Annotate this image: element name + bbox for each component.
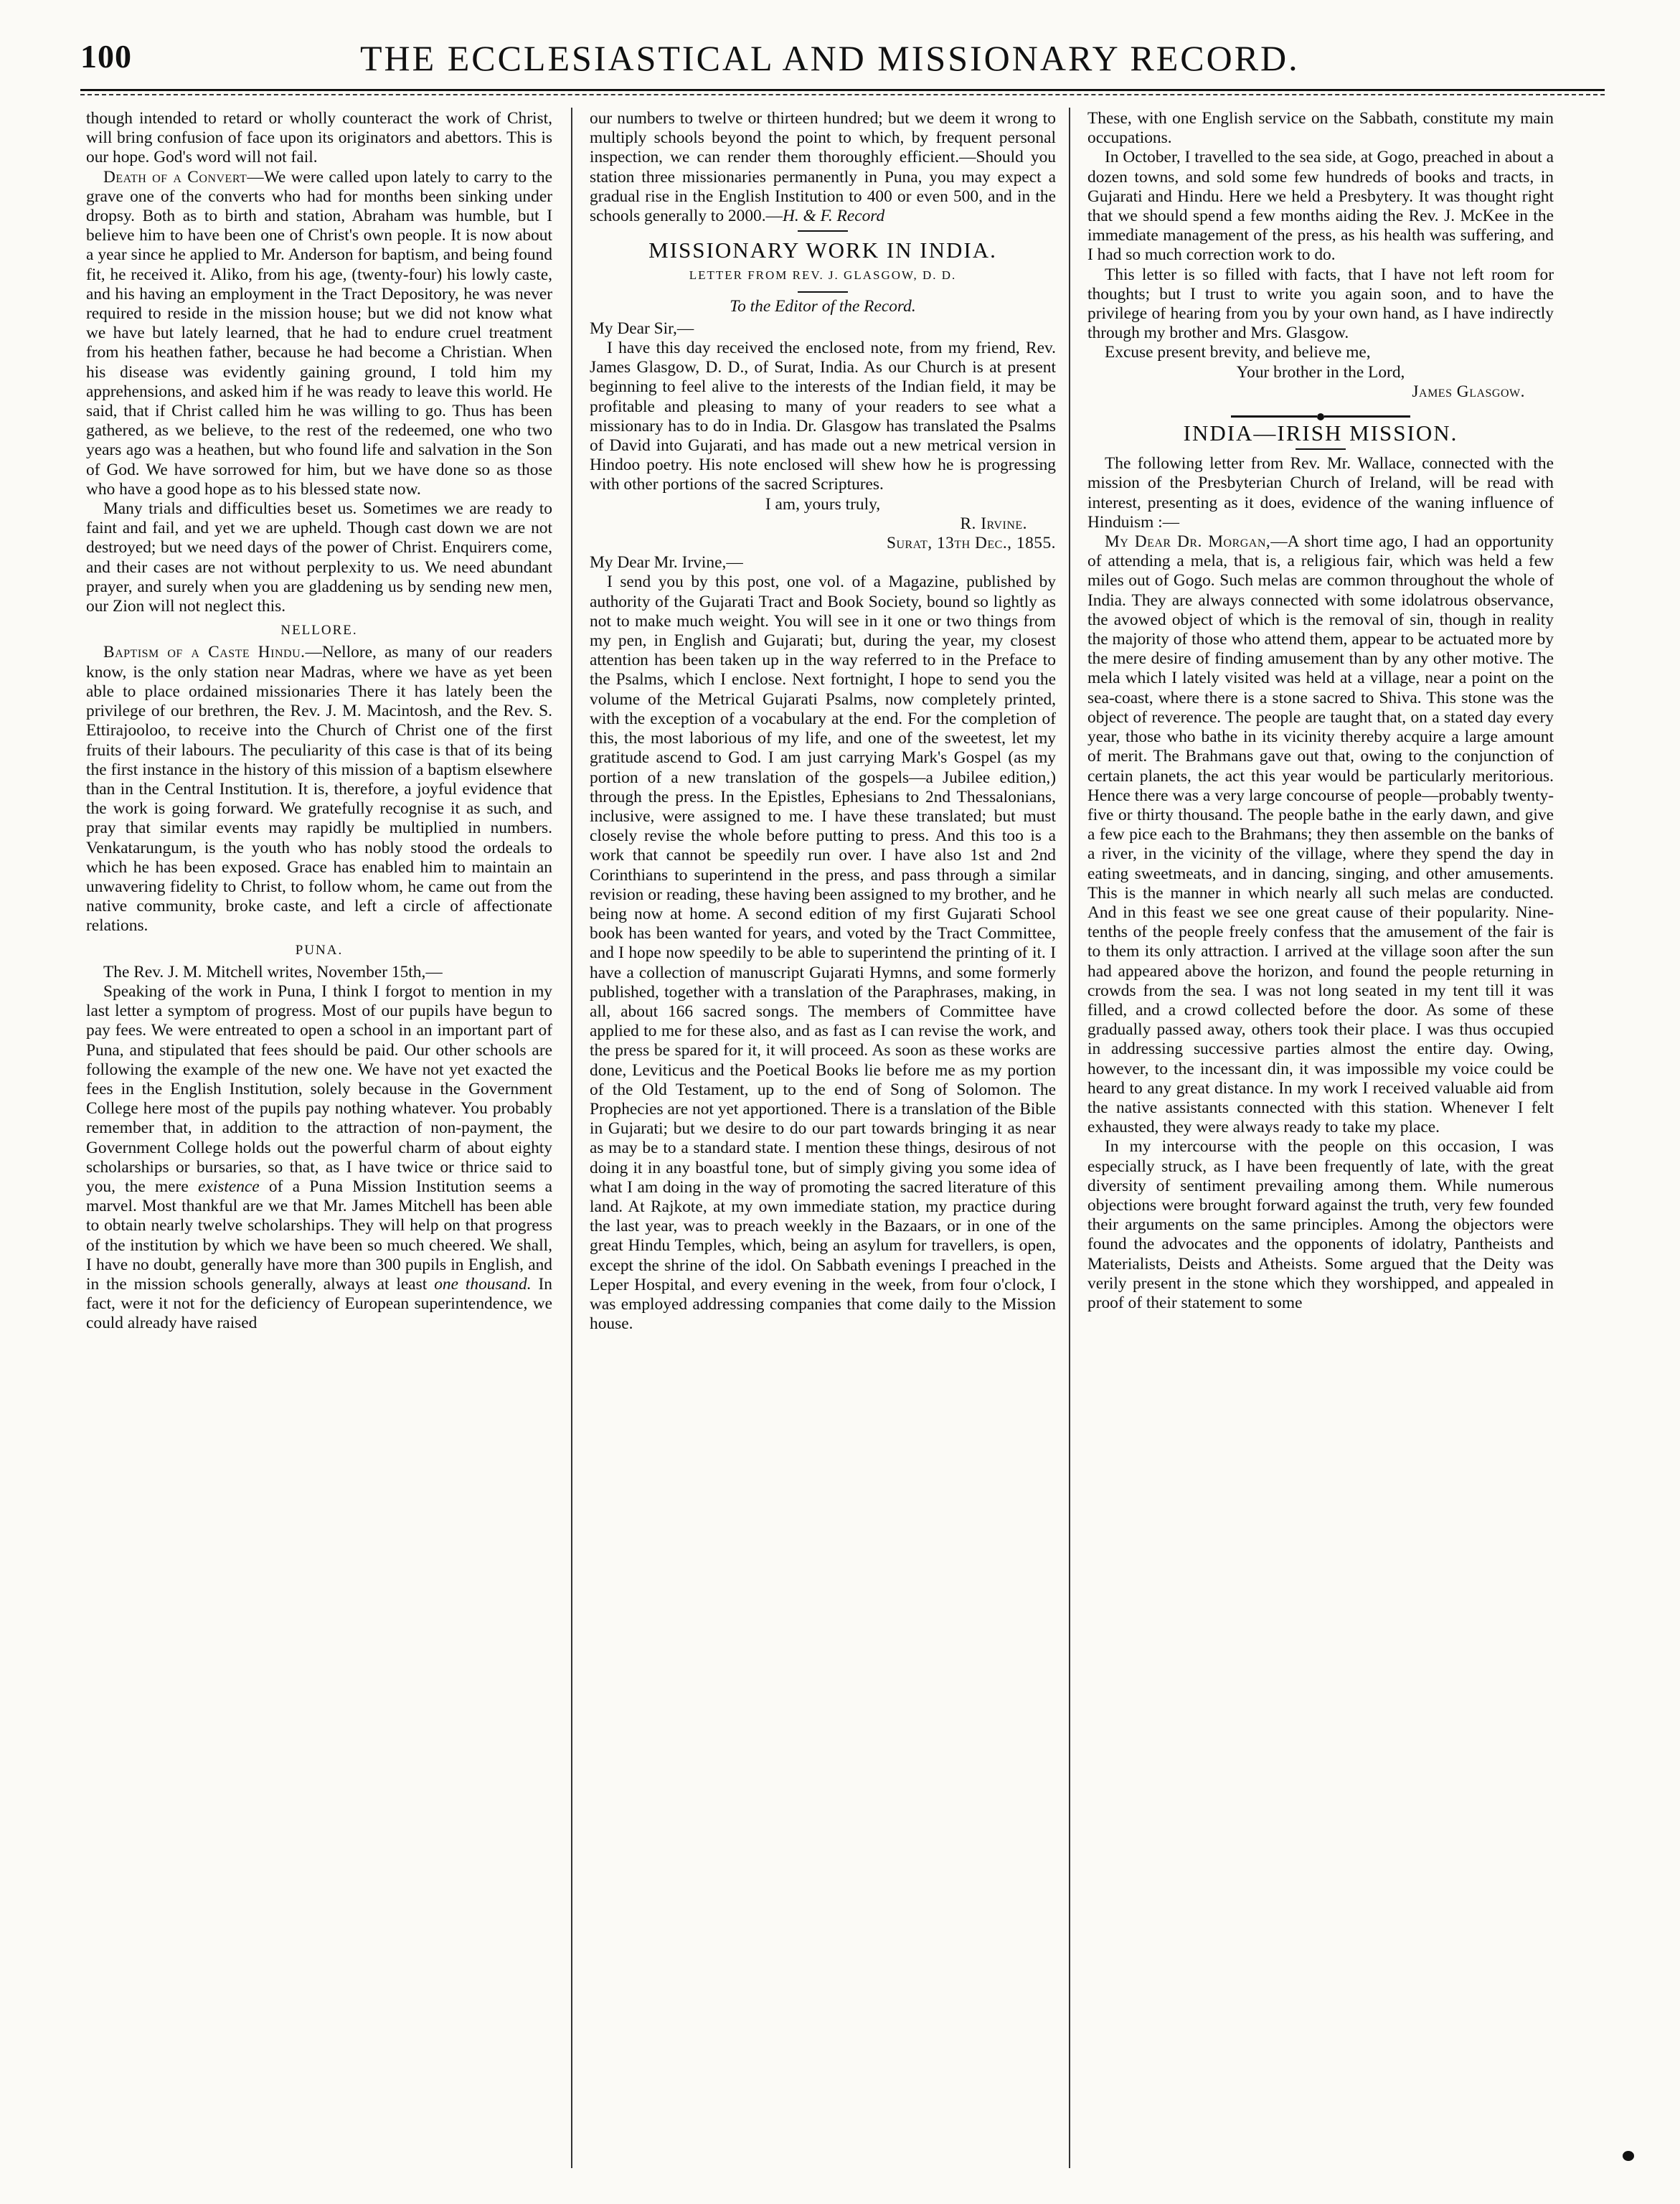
header-rule-dashed — [80, 94, 1605, 95]
paragraph-text: —A short time ago, I had an opportunity of attending a mela, that is, a religious fair, which was held a few miles out of Gogo. Such melas are common throughout the whole of India. They are always connected with some idolatrous observance, the avowed object of which is the removal of sin, though in reality the majority of those who attend them, appear to be actuated more by the mere desire of finding amusement than by any other motive. The mela which I lately visited was held at a village, near a point on the sea-coast, where there is a stone sacred to Shiva. This stone was the object of reverence. The people are taught that, on a stated day every year, those who bathe in its vicinity thereby acquire a large amount of merit. The Brahmans gave out that, owing to the conjunction of certain planets, the act this year would be particularly meritorious. Hence there was a very large concourse of people—probably twenty-five or thirty thousand. The people bathe in the early dawn, and give a few pice each to the Brahmans; they then assemble on the banks of a river, in the vicinity of the village, where they spend the day in eating sweetmeats, and in dancing, singing, and other amusements. This is the manner in which nearly all such melas are conducted. And in this feast we see one great cause of their popularity. Nine-tenths of the people freely confess that the amusement of the fair is to them its only attraction. I arrived at the village soon after the sun had appeared above the horizon, and found the people returning in crowds from the sea. I was not long seated in my tent till it was filled, and a crowd collected before the door. As some of these gradually passed away, others took their place. I was thus occupied in addressing successive parties almost the entire day. Owing, however, to the incessant din, it was impossible my voice could be heard to any great distance. In my work I received valuable aid from the native assistants connected with this station. Whenever I felt exhausted, they were always ready to take my place. — [1087, 532, 1554, 1137]
divider — [798, 230, 848, 232]
column-2 — [590, 109, 1056, 2168]
column-divider — [1069, 108, 1070, 2168]
page-number: 100 — [80, 38, 132, 75]
column-divider — [571, 108, 572, 2168]
paragraph — [86, 643, 552, 936]
column-1 — [86, 109, 552, 2168]
section-label: Death of a Convert — [103, 167, 247, 187]
paragraph: I have this day received the enclosed note, from my friend, Rev. James Glasgow, D. D., of Surat, India. As our Church is at present beginning to feel alive to the interests of the Indian field, it may be profitable and pleasing to many of your readers to see what a missionary has to do in India. Dr. Glasgow has translated the Psalms of David into Gujarati, and has made out a new metrical version in Hindoo poetry. His note enclosed will shew how he is progressing with other portions of the sacred Scriptures. — [590, 339, 1056, 494]
divider — [798, 291, 848, 293]
paragraph: though intended to retard or wholly counteract the work of Christ, will bring confusion of face upon its originators and abettors. This is our hope. God's word will not fail. — [86, 109, 552, 167]
salutation: My Dear Mr. Irvine,— — [590, 553, 743, 573]
salutation: My Dear Sir,— — [590, 319, 694, 338]
paragraph — [86, 168, 552, 499]
emphasis: existence — [197, 1177, 260, 1196]
paragraph-text: our numbers to twelve or thirteen hundred; but we deem it wrong to multiply schools beyond the point to which, by frequent personal inspection, we can render them thoroughly efficient.—Should you station three missionaries permanently in Puna, you may expect a gradual rise in the English Institution to 400 or even 500, and in the schools generally to 2000.— — [590, 109, 1056, 226]
paragraph-text: Speaking of the work in Puna, I think I forgot to mention in my last letter a symptom of progress. Most of our pupils have begun to pay fees. We were entreated to open a school in an important part of Puna, and stipulated that fees should be paid. Our other schools are following the example of the new one. We have not yet exacted the fees in the English Institution, solely because in the Government College here most of the pupils pay nothing whatever. You probably remember that, in addition to the attraction of non-payment, the Government College holds out the powerful charm of about eighty scholarships or bursaries, so that, as I have twice or thrice said to you, the mere — [86, 981, 552, 1196]
paragraph — [590, 109, 1056, 226]
dateline: Surat, 13th Dec., 1855. — [886, 534, 1056, 553]
source-citation: H. & F. Record — [782, 207, 885, 226]
paragraph: I send you by this post, one vol. of a Magazine, published by authority of the Gujarati Tract and Book Society, bound so lightly as not to make much weight. You will see in it one or two things from my pen, in English and Gujarati; but, during the year, my closest attention has been taken up in the way referred to in the Preface to the Psalms, which I enclose. Next fortnight, I hope to send you the volume of the Metrical Gujarati Psalms, now completely printed, with the exception of a vocabulary at the end. For the completion of this, the most laborious of my life, and one of the sweetest, let my gratitude ascend to God. I am just carrying Mark's Gospel (as my portion of a new translation of the gospels—a Jubilee edition,) through the press. In the Epistles, Ephesians to 2nd Thessalonians, inclusive, were assigned to me. I have these translated; but must closely revise the whole before putting to press. And this too is a work that cannot be speedily run over. I have also 1st and 2nd Corinthians to superintend in the press, and pass through a similar revision or reading, these having been assigned to my brother, and he being now at home. A second edition of my first Gujarati School book has been wanted for years, and voted by the Tract Committee, and I hope now speedily to be able to superintend the printing of it. I have a collection of manuscript Gujarati Hymns, and some formerly published, together with a translation of the Paraphrases, making, in all, about 166 sacred songs. The members of Committee have applied to me for these also, and as fast as I can revise the work, and the press be spared for it, it will proceed. As soon as these works are done, Leviticus and the Poetical Books lie before me as my portion of the Old Testament, up to the end of Song of Solomon. The Prophecies are not yet apportioned. There is a translation of the Bible in Gujarati; but we desire to do our part towards bringing it as near as may be to a standard state. I mention these things, desirous of not doing it in any boastful tone, but of simply giving you some idea of what I am doing in the way of promoting the sacred literature of this land. At Rajkote, at my own immediate station, my practice during the last year, was to preach weekly in the Bazaars, or in one of the great Hindu Temples, which, being an asylum for travellers, is open, except the shrine of the idol. On Sabbath evenings I preached in the Leper Hospital, and every evening in the week, from four o'clock, I was employed addressing companies that come daily to the Mission house. — [590, 573, 1056, 1334]
paragraph: These, with one English service on the Sabbath, constitute my main occupations. — [1087, 109, 1554, 148]
paragraph: This letter is so filled with facts, that I have not left room for thoughts; but I trust to write you again soon, and to have the privilege of hearing from you by your own hand, as I have indirectly through my brother and Mrs. Glasgow. — [1087, 265, 1554, 343]
paragraph-text: In fact, were it not for the deficiency of European superintendence, we could already have raised — [86, 1274, 552, 1333]
column-3 — [1087, 109, 1554, 2168]
divider — [1296, 448, 1346, 450]
header-rule — [80, 89, 1605, 91]
paragraph: Excuse present brevity, and believe me, — [1105, 343, 1371, 362]
paragraph: In my intercourse with the people on this occasion, I was especially struck, as I have been frequently of late, with the great diversity of sentiment prevailing among them. While numerous objections were brought forward against the truth, very few founded their arguments on the same principles. Among the objectors were found the advocates and the opponents of idolatry, Pantheists and Materialists, Deists and Atheists. Some argued that the Deity was verily present in the stone which they worshipped, and appealed in proof of their statement to some — [1087, 1137, 1554, 1312]
section-heading-nellore: NELLORE. — [280, 623, 358, 639]
salutation: My Dear Dr. Morgan, — [1105, 532, 1271, 552]
section-label: Baptism of a Caste Hindu. — [103, 643, 306, 662]
paragraph-text: of a Puna Mission Institution seems a marvel. Most thankful are we that Mr. James Mitchell has been able to obtain nearly twelve scholarships. They will help on that progress of the institution by which we have been so much cheered. We shall, I have no doubt, generally have more than 300 pupils in English, and in the mission schools generally, always at least — [86, 1177, 552, 1294]
signature: James Glasgow. — [1412, 382, 1525, 401]
ink-blot — [1623, 2151, 1634, 2161]
signature: R. Irvine. — [960, 514, 1027, 533]
paragraph-text: —We were called upon lately to carry to the grave one of the converts who had for months been sinking under dropsy. Both as to birth and station, Abraham was humble, but I believe him to have been one of Christ's own people. It is now about a year since he applied to Mr. Anderson for baptism, and being found fit, he received it. Aliko, from his age, (twenty-four) his lowly caste, and his having an employment in the Tract Depository, he was never required to reside in the mission house; but we did not know what we have but lately learned, that he had to endure cruel treatment from his heathen father, because he had become a Christian. When his disease was evidently gaining ground, I told him my apprehensions, and asked him if he was ready to leave this world. He said, that if Christ called him he was willing to go. Thus has been gathered, as we believe, to the rest of the redeemed, one who two years ago was a heathen, but who found life and salvation in the Son of God. We have sorrowed for him, but we have done so as those who have a good hope as to his blessed state now. — [86, 167, 552, 499]
closing: I am, yours truly, — [765, 494, 881, 514]
emphasis: one thousand. — [434, 1274, 532, 1294]
paragraph-text: —Nellore, as many of our readers know, is the only station near Madras, where we have as yet been able to place ordained missionaries There it has lately been the privilege of our brethren, the Rev. J. M. Macintosh, and the Rev. S. Ettirajooloo, to receive into the Church of Christ one of the first fruits of their labours. The peculiarity of this case is that of its being the first instance in the history of this mission of a baptism elsewhere than in the Central Institution. It is, therefore, a joyful evidence that the work is going forward. We gratefully recognise it as such, and pray that similar events may rapidly be multiplied in numbers. Venkatarungum, is the youth who has nobly stood the ordeals to which he has been exposed. Grace has enabled him to maintain an unwavering fidelity to Christ, to follow whom, he came out from the native community, broke caste, and left a circle of affectionate relations. — [86, 643, 552, 936]
paragraph: Many trials and difficulties beset us. Sometimes we are ready to faint and fail, and yet we are upheld. Though cast down we are not destroyed; but we need days of the power of Christ. Enquirers come, and their cases are not without perplexity to us. We need abundant prayer, and surely when you are gladdening us by sending new men, our Zion will not neglect this. — [86, 499, 552, 616]
paragraph: In October, I travelled to the sea side, at Gogo, preached in about a dozen towns, and sold some few hundreds of books and tracts, in Gujarati and Hindu. Here we held a Presbytery. It was thought right that we should spend a few months aiding the Rev. J. McKee in the immediate management of the press, as his health was suffering, and I had so much correction work to do. — [1087, 148, 1554, 265]
section-heading-puna: PUNA. — [295, 942, 344, 958]
article-byline: LETTER FROM REV. J. GLASGOW, D. D. — [689, 268, 957, 283]
paragraph: The following letter from Rev. Mr. Wallace, connected with the mission of the Presbyterian Church of Ireland, will be read with interest, presenting as it does, evidence of the waning influence of Hinduism :— — [1087, 454, 1554, 532]
paragraph — [86, 982, 552, 1334]
article-heading: MISSIONARY WORK IN INDIA. — [648, 237, 997, 263]
page-header — [80, 37, 1605, 83]
paragraph: The Rev. J. M. Mitchell writes, November 15th,— — [103, 962, 443, 981]
letter-address: To the Editor of the Record. — [730, 296, 916, 316]
ornament-divider — [1087, 406, 1554, 415]
paragraph — [1087, 532, 1554, 1137]
running-title: THE ECCLESIASTICAL AND MISSIONARY RECORD. — [360, 38, 1300, 78]
closing: Your brother in the Lord, — [1236, 362, 1405, 382]
article-heading: INDIA—IRISH MISSION. — [1183, 420, 1458, 446]
